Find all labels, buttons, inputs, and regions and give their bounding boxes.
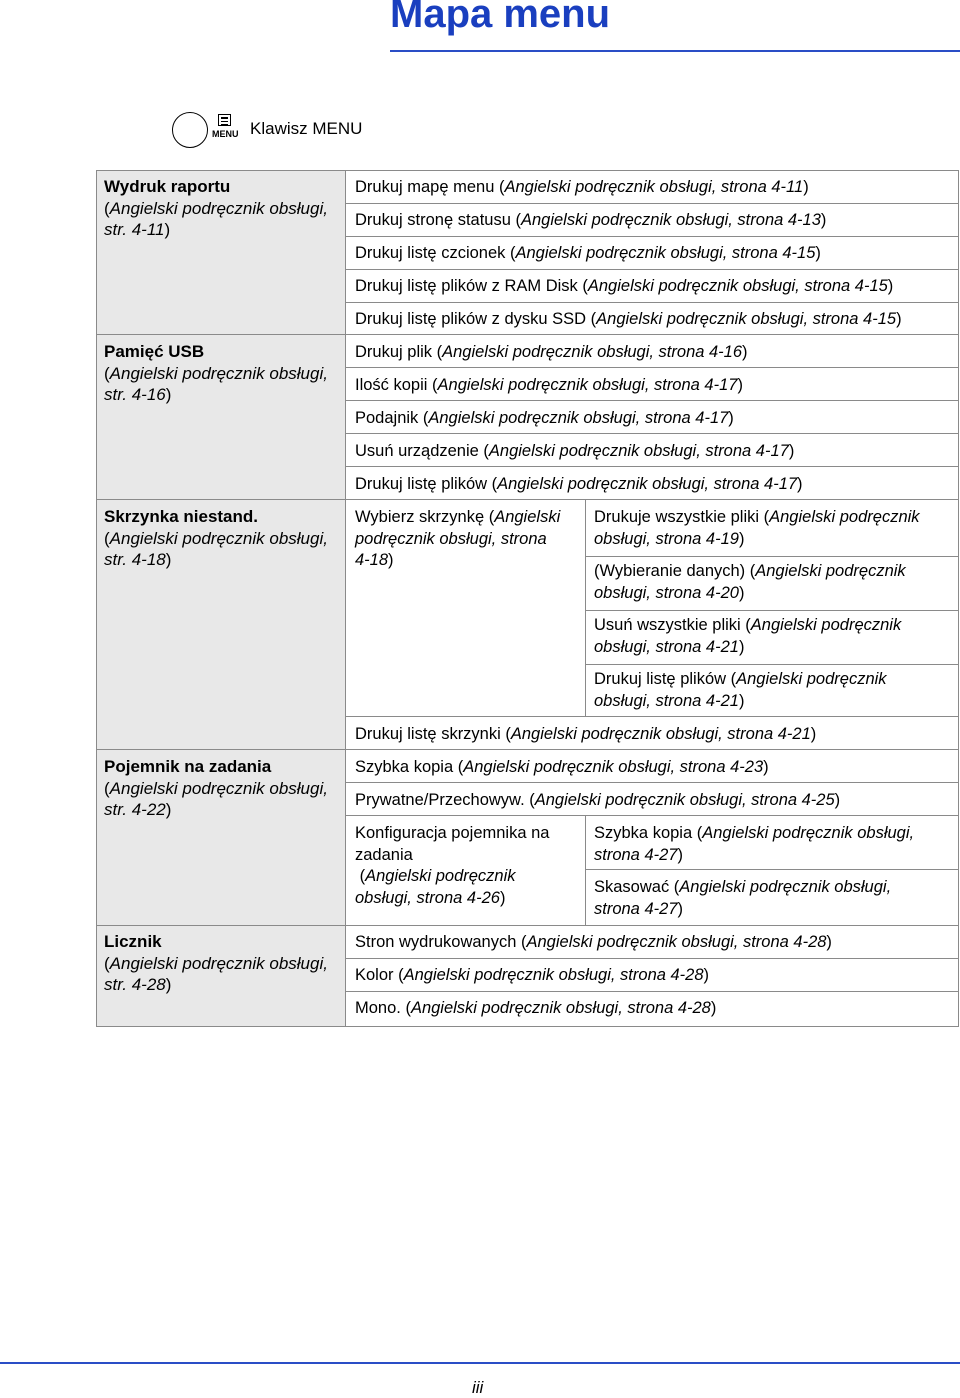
row-divider	[346, 400, 959, 401]
menu-item-select-box: Wybierz skrzynkę (Angielski podręcznik obsługi, strona 4-18)	[355, 508, 561, 569]
menu-item-print-all-files: Drukuje wszystkie pliki (Angielski podręcznik obsługi, strona 4-19)	[594, 508, 920, 548]
row-divider	[346, 236, 959, 237]
row-divider	[346, 958, 959, 959]
section-job-box	[104, 756, 342, 821]
section-heading: Skrzynka niestand.	[104, 507, 259, 526]
section-heading: Pamięć USB	[104, 342, 205, 361]
menu-item-copies: Ilość kopii (Angielski podręcznik obsługi, strona 4-17)	[355, 376, 743, 394]
menu-item-quick-copy: Szybka kopia (Angielski podręcznik obsługi, strona 4-23)	[355, 758, 769, 776]
menu-item-ram-disk-list: Drukuj listę plików z RAM Disk (Angielski podręcznik obsługi, strona 4-15)	[355, 277, 894, 295]
page-title: Mapa menu	[390, 0, 611, 36]
section-divider	[96, 334, 346, 335]
row-divider	[346, 749, 959, 750]
section-counter	[104, 931, 342, 996]
menu-item-print-file: Drukuj plik (Angielski podręcznik obsługi, strona 4-16)	[355, 343, 748, 361]
row-divider	[346, 466, 959, 467]
section-custom-box	[104, 506, 342, 571]
footer-rule	[0, 1362, 960, 1364]
menu-icon-label: MENU	[212, 129, 239, 139]
section-report	[104, 176, 342, 241]
menu-item-quick-copy-config: Szybka kopia (Angielski podręcznik obsługi, strona 4-27)	[594, 824, 915, 864]
row-divider	[585, 556, 959, 557]
row-divider	[346, 499, 959, 500]
section-heading: Pojemnik na zadania	[104, 757, 272, 776]
menu-item-private-stored: Prywatne/Przechowyw. (Angielski podręcznik obsługi, strona 4-25)	[355, 791, 841, 809]
column-divider	[585, 499, 586, 716]
menu-item-delete-all-files: Usuń wszystkie pliki (Angielski podręcznik obsługi, strona 4-21)	[594, 616, 902, 656]
menu-item-job-box-config: Konfiguracja pojemnika na zadania (Angielski podręcznik obsługi, strona 4-26)	[355, 824, 550, 907]
menu-item-remove-device: Usuń urządzenie (Angielski podręcznik obsługi, strona 4-17)	[355, 442, 795, 460]
section-reference: (Angielski podręcznik obsługi, str. 4-11)	[104, 198, 328, 239]
row-divider	[346, 203, 959, 204]
row-divider	[346, 782, 959, 783]
row-divider	[346, 433, 959, 434]
page-number: iii	[472, 1378, 484, 1397]
menu-item-usb-file-list: Drukuj listę plików (Angielski podręcznik obsługi, strona 4-17)	[355, 475, 803, 493]
row-divider	[346, 269, 959, 270]
section-divider	[96, 749, 346, 750]
row-divider	[346, 925, 959, 926]
menu-item-mono: Mono. (Angielski podręcznik obsługi, strona 4-28)	[355, 999, 717, 1017]
row-divider	[346, 334, 959, 335]
row-divider	[585, 610, 959, 611]
menu-key-label: Klawisz MENU	[250, 119, 363, 138]
menu-item-print-font-list: Drukuj listę czcionek (Angielski podręcznik obsługi, strona 4-15)	[355, 244, 821, 262]
menu-item-print-menu-map: Drukuj mapę menu (Angielski podręcznik obsługi, strona 4-11)	[355, 178, 809, 196]
row-divider	[346, 367, 959, 368]
row-divider	[585, 869, 959, 870]
section-heading: Wydruk raportu	[104, 177, 231, 196]
section-heading: Licznik	[104, 932, 162, 951]
section-reference: (Angielski podręcznik obsługi, str. 4-22)	[104, 778, 328, 819]
row-divider	[585, 664, 959, 665]
menu-item-ssd-list: Drukuj listę plików z dysku SSD (Angielski podręcznik obsługi, strona 4-15)	[355, 310, 902, 328]
row-divider	[346, 815, 959, 816]
menu-item-color: Kolor (Angielski podręcznik obsługi, strona 4-28)	[355, 966, 710, 984]
section-usb	[104, 341, 342, 406]
section-column	[96, 170, 346, 1027]
title-rule	[390, 50, 960, 52]
key-button-icon	[172, 112, 208, 148]
row-divider	[346, 302, 959, 303]
menu-key-icon	[212, 114, 240, 142]
section-divider	[96, 499, 346, 500]
row-divider	[346, 716, 959, 717]
menu-item-printed-pages: Stron wydrukowanych (Angielski podręcznik obsługi, strona 4-28)	[355, 933, 832, 951]
menu-item-box-list: Drukuj listę skrzynki (Angielski podręcznik obsługi, strona 4-21)	[355, 725, 817, 743]
menu-item-delete-config: Skasować (Angielski podręcznik obsługi, strona 4-27)	[594, 878, 892, 918]
section-divider	[96, 925, 346, 926]
section-reference: (Angielski podręcznik obsługi, str. 4-28)	[104, 953, 328, 994]
column-divider	[585, 815, 586, 925]
section-reference: (Angielski podręcznik obsługi, str. 4-18)	[104, 528, 328, 569]
menu-item-print-status-page: Drukuj stronę statusu (Angielski podręcznik obsługi, strona 4-13)	[355, 211, 827, 229]
menu-item-select-data: (Wybieranie danych) (Angielski podręcznik obsługi, strona 4-20)	[594, 562, 906, 602]
menu-item-box-file-list: Drukuj listę plików (Angielski podręcznik obsługi, strona 4-21)	[594, 670, 887, 710]
menu-item-paper-source: Podajnik (Angielski podręcznik obsługi, strona 4-17)	[355, 409, 734, 427]
section-reference: (Angielski podręcznik obsługi, str. 4-16)	[104, 363, 328, 404]
row-divider	[346, 991, 959, 992]
